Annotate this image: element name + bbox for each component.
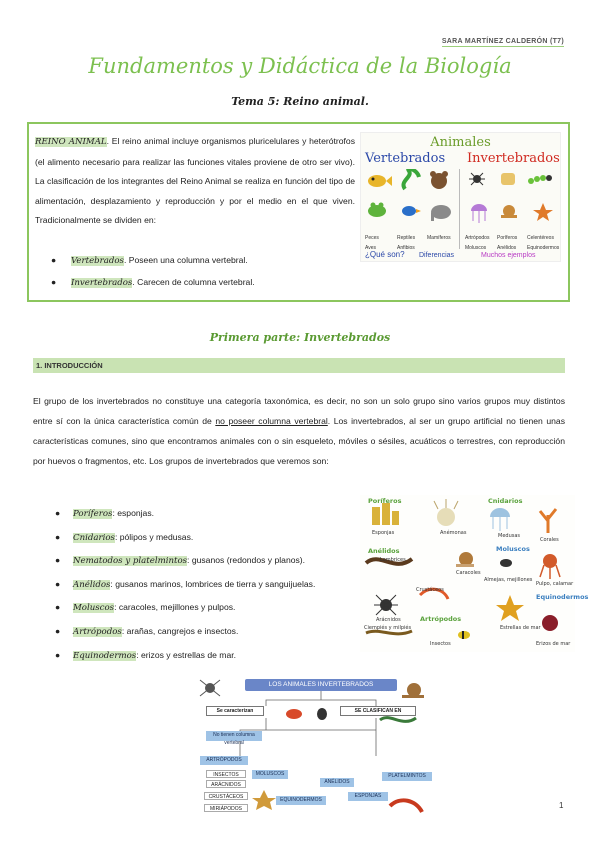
diagram-crustaceos: CRUSTÁCEOS bbox=[204, 792, 248, 800]
svg-text:Anélidos: Anélidos bbox=[497, 245, 517, 251]
jellyfish-icon bbox=[471, 204, 487, 223]
diagram-anelidos: ANÉLIDOS bbox=[320, 778, 354, 787]
diagram-characterized: Se caracterizan bbox=[206, 706, 264, 716]
label-estrellas: Estrellas de mar bbox=[500, 625, 541, 631]
list-item: ● Poríferos: esponjas. bbox=[55, 508, 155, 519]
animal-icons bbox=[361, 169, 560, 259]
frog-icon bbox=[368, 203, 386, 218]
label-almejas: Almejas, mejillones bbox=[484, 577, 533, 583]
snail-icon bbox=[456, 552, 474, 567]
panel-invertebrados: Invertebrados bbox=[467, 151, 560, 166]
intro-body: . El reino animal incluye organismos pluricelulares y heterótrofos (el alimento necesario para realizar las funciones vitales proviene de otro ser vivo). La clasificación de los integrantes del Reino Animal se realiza en función del tipo de alimentación, desplazamiento y reproducción y por el medio en el que viven. Tradicionalmente se dividen en: bbox=[35, 136, 355, 225]
crab-icon bbox=[286, 709, 302, 719]
sponge-icon bbox=[501, 173, 515, 185]
diagram-esponjas: ESPONJAS bbox=[348, 792, 388, 801]
list-item: ● Equinodermos: erizos y estrellas de mar. bbox=[55, 649, 237, 661]
svg-text:Mamíferos: Mamíferos bbox=[427, 235, 451, 241]
starfish-icon bbox=[496, 595, 524, 621]
svg-text:Peces: Peces bbox=[365, 235, 379, 241]
list-item: ● Invertebrados. Carecen de columna vertebral. bbox=[51, 277, 255, 288]
label-anemonas: Anémonas bbox=[440, 530, 467, 536]
sponge-icon bbox=[372, 503, 399, 525]
spider-icon bbox=[200, 680, 220, 696]
jellyfish-icon bbox=[490, 508, 510, 531]
label-equinodermos: Equinodermos bbox=[536, 593, 589, 601]
label-aracnidos: Arácnidos bbox=[376, 617, 401, 623]
intro-paragraph: El grupo de los invertebrados no constituye una categoría taxonómica, es decir, no son un solo grupo sino varios grupos muy distintos entre sí con la única característica común de no poseer columna vertebral. Los invertebrados, al ser un grupo artificial no tienen unas características comunes, sino que encontramos animales con o sin esqueleto, móviles o sésiles, acuáticos o terrestres, con reproducción por huevos o fragmentos, etc. Los grupos de invertebrados que veremos son: bbox=[33, 396, 566, 466]
list-item: ● Anélidos: gusanos marinos, lombrices de tierra y sanguijuelas. bbox=[55, 578, 316, 590]
diagram-insectos: INSECTOS bbox=[206, 770, 246, 778]
label-ciempies: Ciempiés y milpiés bbox=[364, 625, 412, 631]
mussel-icon bbox=[500, 559, 512, 567]
panel-footer-que-son: ¿Qué son? bbox=[365, 250, 405, 259]
fish-icon bbox=[368, 175, 392, 187]
list-item: ● Cnidarios: pólipos y medusas. bbox=[55, 531, 194, 543]
anemone-icon bbox=[434, 499, 458, 526]
starfish-icon bbox=[533, 203, 553, 221]
panel-footer-diferencias: Diferencias bbox=[419, 252, 455, 259]
author-name: SARA MARTÍNEZ CALDERÓN (T7) bbox=[441, 38, 564, 45]
label-cnidarios: Cnidarios bbox=[488, 497, 523, 505]
list-item: ● Artrópodos: arañas, cangrejos e insectos. bbox=[55, 625, 239, 637]
animals-illustration bbox=[360, 132, 561, 262]
diagram-equinodermos: EQUINODERMOS bbox=[276, 796, 326, 805]
invertebrates-illustration bbox=[360, 495, 589, 652]
label-pulpo: Pulpo, calamar bbox=[536, 581, 574, 587]
bird-icon bbox=[402, 206, 421, 216]
invertebrates-diagram bbox=[190, 672, 440, 822]
beetle-icon bbox=[317, 708, 327, 720]
label-medusas: Medusas bbox=[498, 533, 521, 539]
coral-icon bbox=[540, 509, 556, 533]
svg-text:Poríferos: Poríferos bbox=[497, 235, 518, 241]
centipede-icon bbox=[366, 631, 412, 634]
label-poriferos: Poríferos bbox=[368, 497, 402, 505]
label-insectos: Insectos bbox=[430, 641, 451, 647]
list-item: ● Vertebrados. Poseen una columna vertebral. bbox=[51, 255, 248, 266]
diagram-moluscos: MOLUSCOS bbox=[252, 770, 288, 779]
section-heading: 1. INTRODUCCIÓN bbox=[33, 358, 565, 373]
diagram-aracnidos: ARÁCNIDOS bbox=[206, 780, 246, 788]
underlined-text: no poseer columna vertebral bbox=[215, 416, 328, 426]
list-item: ● Moluscos: caracoles, mejillones y pulpos. bbox=[55, 602, 236, 614]
intro-list bbox=[51, 250, 255, 294]
svg-text:Celentéreos: Celentéreos bbox=[527, 235, 554, 241]
panel-footer-ejemplos: Muchos ejemplos bbox=[481, 252, 536, 259]
intro-box bbox=[27, 122, 570, 302]
caterpillar-icon bbox=[528, 175, 552, 184]
label-lombrices: Lombrices bbox=[380, 557, 406, 563]
lobster-icon bbox=[390, 800, 422, 812]
section-title: Primera parte: Invertebrados bbox=[209, 331, 391, 344]
svg-text:Equinodermos: Equinodermos bbox=[527, 245, 560, 251]
snail-icon bbox=[402, 683, 424, 698]
label-anelidos: Anélidos bbox=[368, 547, 400, 555]
intro-highlight: REINO ANIMAL bbox=[35, 137, 107, 147]
label-moluscos: Moluscos bbox=[496, 545, 530, 553]
octopus-icon bbox=[540, 554, 560, 579]
svg-text:Anfibios: Anfibios bbox=[397, 245, 415, 251]
elephant-icon bbox=[431, 205, 451, 221]
starfish-icon bbox=[252, 790, 276, 810]
document-title: Fundamentos y Didáctica de la Biología bbox=[88, 54, 512, 78]
label-corales: Corales bbox=[540, 537, 559, 543]
urchin-icon bbox=[542, 615, 558, 631]
label-artropodos: Artrópodos bbox=[420, 615, 462, 623]
spider-icon bbox=[469, 173, 485, 185]
snail-icon bbox=[501, 205, 517, 218]
panel-title: Animales bbox=[430, 135, 491, 150]
svg-text:Aves: Aves bbox=[365, 245, 377, 251]
page-number: 1 bbox=[559, 801, 564, 810]
topic-title: Tema 5: Reino animal. bbox=[231, 95, 369, 108]
label-caracoles: Caracoles bbox=[456, 570, 481, 576]
list-item: ● Nematodos y platelmintos: gusanos (redondos y planos). bbox=[55, 555, 306, 567]
invertebrate-list bbox=[55, 502, 315, 667]
wasp-icon bbox=[458, 631, 470, 639]
label-crustaceos: Crustáceos bbox=[416, 587, 444, 593]
svg-text:Reptiles: Reptiles bbox=[397, 235, 416, 241]
snake-worm-icon bbox=[380, 718, 416, 722]
label-esponjas: Esponjas bbox=[372, 530, 395, 536]
diagram-no-column: No tienen columna vertebral bbox=[206, 731, 262, 741]
diagram-platelmintos: PLATELMINTOS bbox=[382, 772, 432, 781]
panel-vertebrados: Vertebrados bbox=[365, 151, 446, 166]
diagram-title: LOS ANIMALES INVERTEBRADOS bbox=[245, 679, 397, 691]
snake-icon bbox=[403, 169, 419, 189]
diagram-artropodos: ARTRÓPODOS bbox=[200, 756, 248, 765]
intro-text bbox=[35, 132, 355, 231]
diagram-classified: SE CLASIFICAN EN bbox=[340, 706, 416, 716]
svg-text:Artrópodos: Artrópodos bbox=[465, 235, 490, 241]
diagram-miriapodos: MIRIÁPODOS bbox=[204, 804, 248, 812]
bear-icon bbox=[430, 171, 448, 189]
label-erizos: Erizos de mar bbox=[536, 641, 571, 647]
spider-icon bbox=[374, 595, 398, 615]
svg-text:Moluscos: Moluscos bbox=[465, 245, 487, 251]
